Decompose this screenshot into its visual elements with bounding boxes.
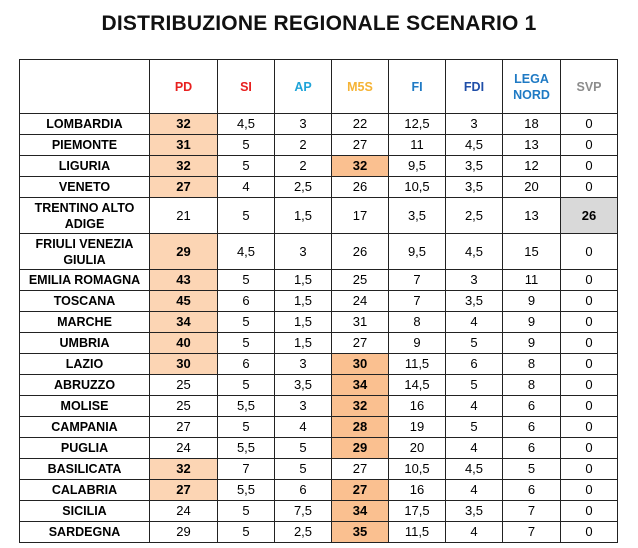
header-row <box>20 60 618 114</box>
value-cell-svp: 0 <box>561 417 618 438</box>
value-cell-fi: 16 <box>389 480 446 501</box>
column-header-pd: PD <box>150 60 218 114</box>
value-cell-ap: 2,5 <box>275 177 332 198</box>
value-cell-svp: 0 <box>561 354 618 375</box>
value-cell-ap: 5 <box>275 459 332 480</box>
value-cell-pd: 24 <box>150 501 218 522</box>
value-cell-lega-nord: 9 <box>503 312 561 333</box>
region-name: PIEMONTE <box>20 135 150 156</box>
value-cell-m5s: 22 <box>332 114 389 135</box>
table-row <box>20 333 618 354</box>
value-cell-si: 4,5 <box>218 234 275 270</box>
value-cell-pd: 27 <box>150 417 218 438</box>
value-cell-ap: 2 <box>275 156 332 177</box>
value-cell-m5s: 35 <box>332 522 389 543</box>
value-cell-ap: 2,5 <box>275 522 332 543</box>
value-cell-lega-nord: 13 <box>503 198 561 234</box>
value-cell-fi: 16 <box>389 396 446 417</box>
value-cell-svp: 0 <box>561 156 618 177</box>
region-name: MOLISE <box>20 396 150 417</box>
value-cell-lega-nord: 5 <box>503 459 561 480</box>
value-cell-si: 5,5 <box>218 438 275 459</box>
value-cell-pd: 29 <box>150 234 218 270</box>
value-cell-m5s: 32 <box>332 156 389 177</box>
value-cell-fi: 11,5 <box>389 354 446 375</box>
region-name: VENETO <box>20 177 150 198</box>
value-cell-ap: 1,5 <box>275 312 332 333</box>
value-cell-fi: 11 <box>389 135 446 156</box>
region-name: SICILIA <box>20 501 150 522</box>
value-cell-fi: 14,5 <box>389 375 446 396</box>
value-cell-svp: 0 <box>561 438 618 459</box>
value-cell-pd: 24 <box>150 438 218 459</box>
value-cell-ap: 1,5 <box>275 270 332 291</box>
value-cell-fi: 11,5 <box>389 522 446 543</box>
value-cell-svp: 0 <box>561 333 618 354</box>
value-cell-pd: 32 <box>150 114 218 135</box>
region-name: CALABRIA <box>20 480 150 501</box>
column-header-lega-nord: LEGA NORD <box>503 60 561 114</box>
value-cell-lega-nord: 12 <box>503 156 561 177</box>
value-cell-m5s: 32 <box>332 396 389 417</box>
results-table <box>19 59 618 543</box>
value-cell-fi: 10,5 <box>389 459 446 480</box>
value-cell-lega-nord: 20 <box>503 177 561 198</box>
value-cell-ap: 2 <box>275 135 332 156</box>
value-cell-si: 7 <box>218 459 275 480</box>
value-cell-svp: 0 <box>561 501 618 522</box>
value-cell-fi: 12,5 <box>389 114 446 135</box>
table-row <box>20 501 618 522</box>
value-cell-fi: 8 <box>389 312 446 333</box>
value-cell-pd: 27 <box>150 177 218 198</box>
value-cell-m5s: 30 <box>332 354 389 375</box>
value-cell-pd: 25 <box>150 375 218 396</box>
table-row <box>20 354 618 375</box>
table-row <box>20 417 618 438</box>
region-name: TRENTINO ALTO ADIGE <box>20 198 150 234</box>
column-header-fi: FI <box>389 60 446 114</box>
value-cell-m5s: 31 <box>332 312 389 333</box>
region-name: CAMPANIA <box>20 417 150 438</box>
region-name: FRIULI VENEZIA GIULIA <box>20 234 150 270</box>
value-cell-ap: 3 <box>275 234 332 270</box>
value-cell-fi: 7 <box>389 270 446 291</box>
value-cell-ap: 1,5 <box>275 198 332 234</box>
value-cell-si: 5 <box>218 156 275 177</box>
value-cell-svp: 0 <box>561 375 618 396</box>
value-cell-fi: 10,5 <box>389 177 446 198</box>
value-cell-pd: 25 <box>150 396 218 417</box>
value-cell-lega-nord: 18 <box>503 114 561 135</box>
value-cell-fdi: 2,5 <box>446 198 503 234</box>
value-cell-svp: 0 <box>561 480 618 501</box>
value-cell-m5s: 26 <box>332 234 389 270</box>
value-cell-si: 5 <box>218 522 275 543</box>
region-name: MARCHE <box>20 312 150 333</box>
value-cell-pd: 43 <box>150 270 218 291</box>
column-header-fdi: FDI <box>446 60 503 114</box>
value-cell-lega-nord: 6 <box>503 438 561 459</box>
table-row <box>20 375 618 396</box>
value-cell-m5s: 27 <box>332 480 389 501</box>
region-name: PUGLIA <box>20 438 150 459</box>
table-row <box>20 291 618 312</box>
value-cell-fdi: 4 <box>446 396 503 417</box>
value-cell-m5s: 27 <box>332 459 389 480</box>
value-cell-lega-nord: 13 <box>503 135 561 156</box>
value-cell-si: 6 <box>218 291 275 312</box>
table-row <box>20 198 618 234</box>
value-cell-si: 4 <box>218 177 275 198</box>
region-name: BASILICATA <box>20 459 150 480</box>
value-cell-si: 6 <box>218 354 275 375</box>
value-cell-fdi: 4 <box>446 522 503 543</box>
value-cell-m5s: 24 <box>332 291 389 312</box>
value-cell-ap: 6 <box>275 480 332 501</box>
value-cell-ap: 1,5 <box>275 333 332 354</box>
value-cell-si: 5,5 <box>218 480 275 501</box>
region-name: LAZIO <box>20 354 150 375</box>
header-region-cell <box>20 60 150 114</box>
value-cell-fi: 3,5 <box>389 198 446 234</box>
page-title: DISTRIBUZIONE REGIONALE SCENARIO 1 <box>101 12 537 35</box>
value-cell-lega-nord: 9 <box>503 333 561 354</box>
value-cell-svp: 0 <box>561 459 618 480</box>
value-cell-ap: 5 <box>275 438 332 459</box>
value-cell-fdi: 3,5 <box>446 177 503 198</box>
value-cell-si: 5 <box>218 501 275 522</box>
table-row <box>20 480 618 501</box>
value-cell-si: 5 <box>218 270 275 291</box>
value-cell-fdi: 6 <box>446 354 503 375</box>
value-cell-svp: 26 <box>561 198 618 234</box>
value-cell-ap: 3 <box>275 114 332 135</box>
table-row <box>20 135 618 156</box>
value-cell-fi: 7 <box>389 291 446 312</box>
table-row <box>20 234 618 270</box>
value-cell-pd: 40 <box>150 333 218 354</box>
value-cell-svp: 0 <box>561 396 618 417</box>
value-cell-si: 4,5 <box>218 114 275 135</box>
value-cell-pd: 29 <box>150 522 218 543</box>
value-cell-si: 5 <box>218 417 275 438</box>
column-header-svp: SVP <box>561 60 618 114</box>
value-cell-fdi: 3,5 <box>446 291 503 312</box>
table-row <box>20 522 618 543</box>
value-cell-fi: 17,5 <box>389 501 446 522</box>
value-cell-pd: 34 <box>150 312 218 333</box>
value-cell-svp: 0 <box>561 291 618 312</box>
value-cell-fi: 20 <box>389 438 446 459</box>
value-cell-si: 5 <box>218 135 275 156</box>
value-cell-svp: 0 <box>561 234 618 270</box>
value-cell-fdi: 4 <box>446 480 503 501</box>
value-cell-si: 5,5 <box>218 396 275 417</box>
value-cell-ap: 7,5 <box>275 501 332 522</box>
value-cell-si: 5 <box>218 312 275 333</box>
value-cell-fdi: 3,5 <box>446 156 503 177</box>
column-header-ap: AP <box>275 60 332 114</box>
value-cell-pd: 31 <box>150 135 218 156</box>
value-cell-ap: 1,5 <box>275 291 332 312</box>
value-cell-fdi: 5 <box>446 417 503 438</box>
value-cell-lega-nord: 8 <box>503 354 561 375</box>
value-cell-m5s: 34 <box>332 501 389 522</box>
column-header-si: SI <box>218 60 275 114</box>
value-cell-svp: 0 <box>561 270 618 291</box>
value-cell-m5s: 27 <box>332 333 389 354</box>
value-cell-m5s: 34 <box>332 375 389 396</box>
value-cell-m5s: 26 <box>332 177 389 198</box>
region-name: UMBRIA <box>20 333 150 354</box>
table-row <box>20 438 618 459</box>
value-cell-si: 5 <box>218 198 275 234</box>
value-cell-svp: 0 <box>561 114 618 135</box>
value-cell-pd: 32 <box>150 459 218 480</box>
table-row <box>20 270 618 291</box>
value-cell-pd: 45 <box>150 291 218 312</box>
region-name: TOSCANA <box>20 291 150 312</box>
region-name: ABRUZZO <box>20 375 150 396</box>
value-cell-fdi: 5 <box>446 375 503 396</box>
value-cell-fdi: 4 <box>446 312 503 333</box>
value-cell-fdi: 5 <box>446 333 503 354</box>
value-cell-lega-nord: 8 <box>503 375 561 396</box>
value-cell-ap: 3 <box>275 396 332 417</box>
value-cell-fdi: 4,5 <box>446 135 503 156</box>
value-cell-lega-nord: 11 <box>503 270 561 291</box>
value-cell-si: 5 <box>218 375 275 396</box>
value-cell-ap: 4 <box>275 417 332 438</box>
value-cell-fi: 9,5 <box>389 234 446 270</box>
value-cell-fi: 19 <box>389 417 446 438</box>
value-cell-ap: 3 <box>275 354 332 375</box>
value-cell-pd: 32 <box>150 156 218 177</box>
value-cell-fdi: 4,5 <box>446 459 503 480</box>
value-cell-pd: 30 <box>150 354 218 375</box>
value-cell-pd: 21 <box>150 198 218 234</box>
value-cell-si: 5 <box>218 333 275 354</box>
value-cell-lega-nord: 6 <box>503 480 561 501</box>
region-name: EMILIA ROMAGNA <box>20 270 150 291</box>
table-row <box>20 177 618 198</box>
table-row <box>20 114 618 135</box>
value-cell-fi: 9,5 <box>389 156 446 177</box>
table-row <box>20 156 618 177</box>
value-cell-lega-nord: 7 <box>503 522 561 543</box>
column-header-m5s: M5S <box>332 60 389 114</box>
value-cell-lega-nord: 15 <box>503 234 561 270</box>
region-name: LOMBARDIA <box>20 114 150 135</box>
table-row <box>20 312 618 333</box>
value-cell-m5s: 17 <box>332 198 389 234</box>
value-cell-m5s: 29 <box>332 438 389 459</box>
value-cell-lega-nord: 6 <box>503 417 561 438</box>
region-name: LIGURIA <box>20 156 150 177</box>
value-cell-lega-nord: 7 <box>503 501 561 522</box>
table-row <box>20 396 618 417</box>
value-cell-svp: 0 <box>561 312 618 333</box>
region-name: SARDEGNA <box>20 522 150 543</box>
value-cell-svp: 0 <box>561 522 618 543</box>
value-cell-lega-nord: 9 <box>503 291 561 312</box>
value-cell-svp: 0 <box>561 177 618 198</box>
value-cell-fi: 9 <box>389 333 446 354</box>
value-cell-fdi: 3,5 <box>446 501 503 522</box>
value-cell-pd: 27 <box>150 480 218 501</box>
value-cell-m5s: 25 <box>332 270 389 291</box>
value-cell-lega-nord: 6 <box>503 396 561 417</box>
value-cell-fdi: 3 <box>446 270 503 291</box>
value-cell-fdi: 4,5 <box>446 234 503 270</box>
value-cell-fdi: 3 <box>446 114 503 135</box>
value-cell-m5s: 28 <box>332 417 389 438</box>
value-cell-fdi: 4 <box>446 438 503 459</box>
table-body <box>20 114 618 543</box>
value-cell-ap: 3,5 <box>275 375 332 396</box>
value-cell-svp: 0 <box>561 135 618 156</box>
value-cell-m5s: 27 <box>332 135 389 156</box>
table-row <box>20 459 618 480</box>
